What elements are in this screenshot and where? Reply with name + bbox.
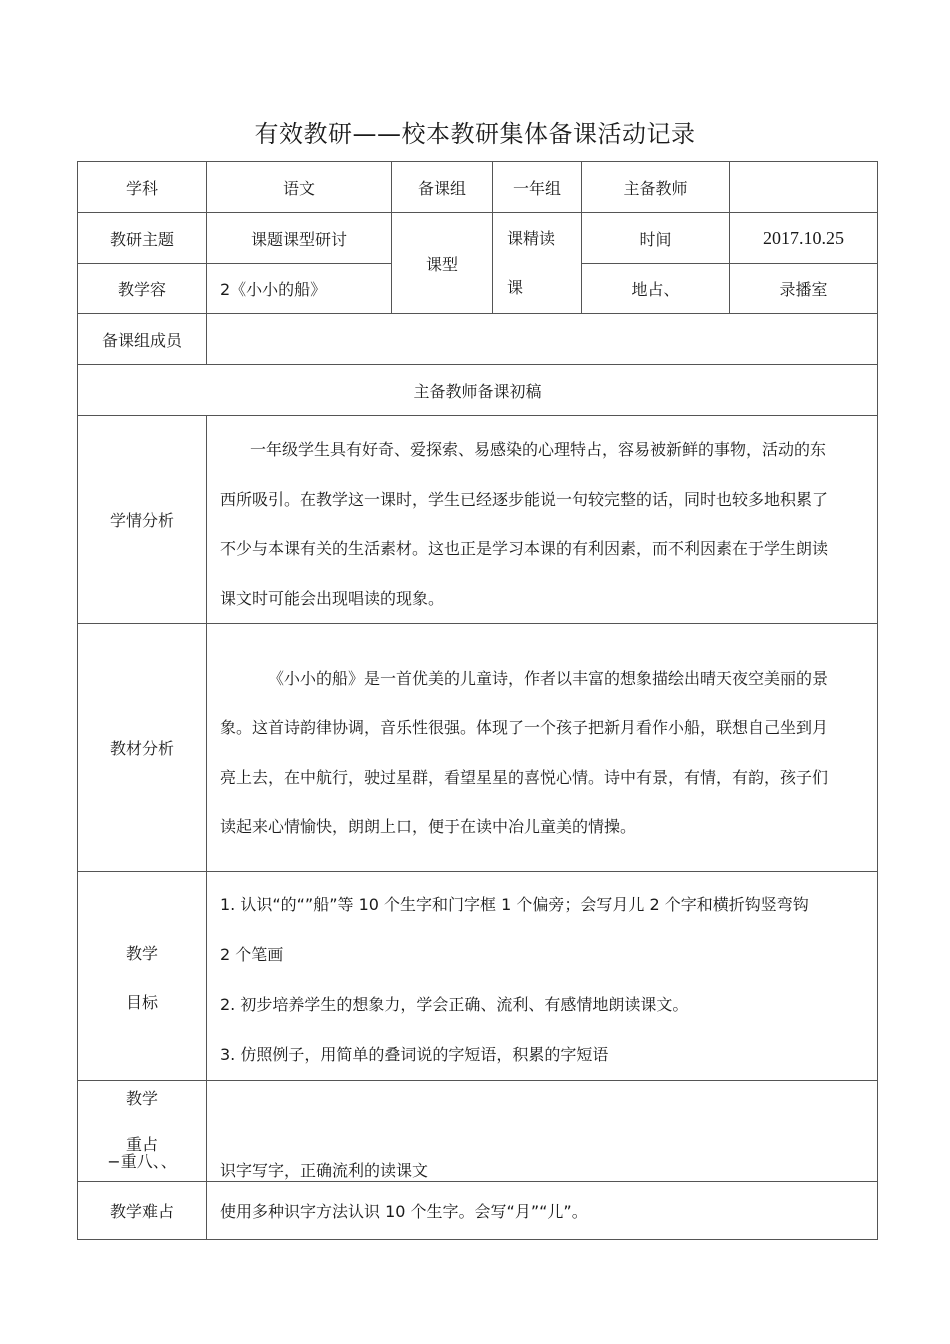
difficulties-label: 教学难占 xyxy=(78,1182,207,1240)
topic-value: 课题课型研讨 xyxy=(207,213,392,264)
learning-analysis-line-4: 课文时可能会出现唱读的现象。 xyxy=(220,588,445,608)
time-value: 2017.10.25 xyxy=(730,213,878,264)
goal-item-2: 2. 初步培养学生的想象力，学会正确、流利、有感情地朗读课文。 xyxy=(220,995,689,1014)
lead-teacher-label: 主备教师 xyxy=(582,162,730,213)
lead-teacher-value xyxy=(730,162,878,213)
material-analysis-text xyxy=(207,624,878,872)
lesson-type-value xyxy=(493,213,582,314)
goal-item-3: 3. 仿照例子，用简单的叠词说的字短语，积累的字短语 xyxy=(220,1045,609,1064)
key-points-label xyxy=(78,1081,207,1182)
members-label: 备课组成员 xyxy=(78,314,207,365)
learning-analysis-label: 学情分析 xyxy=(78,416,207,624)
content-label: 教学容 xyxy=(78,264,207,314)
goals-list xyxy=(207,872,878,1081)
content-value: 2《小小的船》 xyxy=(207,264,392,314)
learning-analysis-line-2: 西所吸引。在教学这一课时，学生已经逐步能说一句较完整的话，同时也较多地积累了 xyxy=(220,489,829,509)
lesson-type-value-line1: 课精读 xyxy=(507,229,556,248)
members-value xyxy=(207,314,878,365)
subject-value: 语文 xyxy=(207,162,392,213)
material-analysis-line-4: 读起来心情愉快，朗朗上口，便于在读中冶儿童美的情操。 xyxy=(220,817,637,836)
page-title: 有效教研——校本教研集体备课活动记录 xyxy=(254,120,696,148)
place-value: 录播室 xyxy=(730,264,878,314)
goals-label-line1: 教学 xyxy=(125,944,158,963)
key-points-label-line1: 教学 xyxy=(125,1089,158,1108)
material-analysis-line-2: 象。这首诗韵律协调，音乐性很强。体现了一个孩子把新月看作小船，联想自己坐到月 xyxy=(220,718,829,737)
key-points-value: 识字写字，正确流利的读课文 xyxy=(207,1081,878,1182)
key-points-label-line2: 重占 xyxy=(125,1135,158,1154)
difficulties-value: 使用多种识字方法认识 10 个生字。会写“月”“儿”。 xyxy=(207,1182,878,1240)
material-analysis-line-1: 《小小的船》是一首优美的儿童诗，作者以丰富的想象描绘出晴天夜空美丽的景 xyxy=(268,668,829,688)
lesson-type-value-line2: 课 xyxy=(507,278,524,297)
goals-label-line2: 目标 xyxy=(125,993,158,1012)
place-label: 地占、 xyxy=(582,264,730,314)
time-label: 时间 xyxy=(582,213,730,264)
lesson-type-label: 课型 xyxy=(392,213,493,314)
key-points-label-line3: −重八、、 xyxy=(107,1152,177,1171)
material-analysis-label: 教材分析 xyxy=(78,624,207,872)
learning-analysis-text xyxy=(207,416,878,624)
learning-analysis-line-3: 不少与本课有关的生活素材。这也正是学习本课的有利因素，而不利因素在于学生朗读 xyxy=(220,539,829,558)
material-analysis-line-3: 亮上去，在中航行，驶过星群，看望星星的喜悦心情。诗中有景，有情，有韵，孩子们 xyxy=(220,767,829,787)
goals-label xyxy=(78,872,207,1081)
goal-item-1: 1. 认识“的“”船”等 10 个生字和门字框 1 个偏旁；会写月儿 2 个字和横折钩竖弯钩 xyxy=(220,895,809,914)
topic-label: 教研主题 xyxy=(78,213,207,264)
group-label: 备课组 xyxy=(392,162,493,213)
learning-analysis-line-1: 一年级学生具有好奇、爱探索、易感染的心理特占，容易被新鲜的事物，活动的东 xyxy=(250,440,827,459)
goal-item-1-continued: 2 个笔画 xyxy=(220,945,284,964)
draft-header: 主备教师备课初稿 xyxy=(78,365,878,416)
group-value: 一年组 xyxy=(493,162,582,213)
lesson-record-table xyxy=(77,161,878,1240)
subject-label: 学科 xyxy=(78,162,207,213)
